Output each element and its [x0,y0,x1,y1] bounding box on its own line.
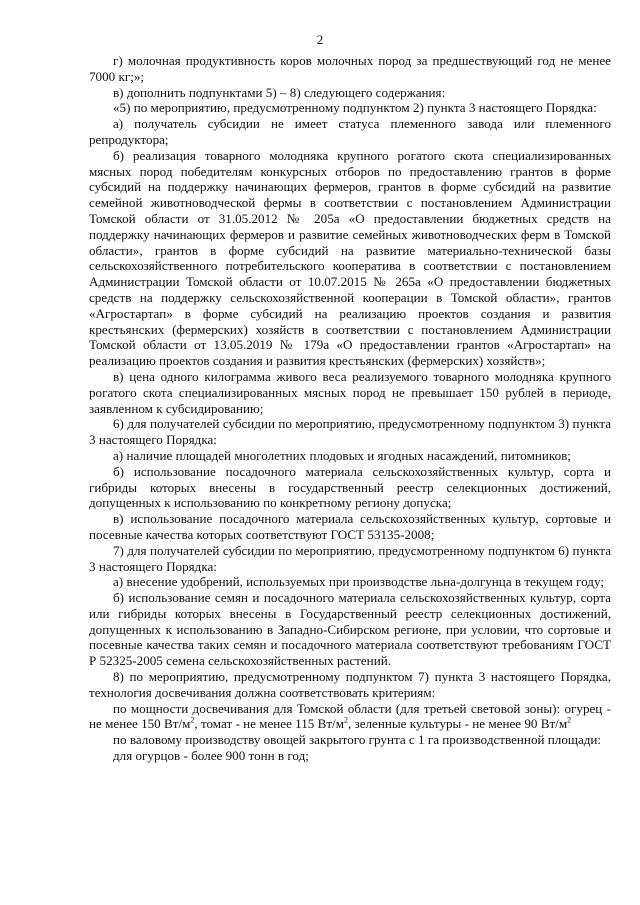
paragraph-item-8: 8) по мероприятию, предусмотренному подпунктом 7) пункта 3 настоящего Порядка, технология досвечивания должна соответствовать критериям: [89,669,611,700]
power-unit-sup-2: 2 [343,716,348,726]
paragraph-item-7b: б) использование семян и посадочного материала сельскохозяйственных культур, сорта или гибриды которых внесены в Государственный реестр селекционных достижений, допущенных к использованию в Западно-Сибирском регионе, при условии, что сортовые и посевные качества таких семян и посадочного материала соответствуют требованиям ГОСТ Р 52325-2005 семена сельскохозяйственных растений. [89,590,611,669]
paragraph-lighting-power [89,701,611,733]
document-body [89,53,611,764]
paragraph-item-6v: в) использование посадочного материала сельскохозяйственных культур, сортовые и посевные качества которых соответствуют ГОСТ 53135-2008; [89,511,611,542]
paragraph-item-7: 7) для получателей субсидии по мероприятию, предусмотренному подпунктом 6) пункта 3 настоящего Порядка: [89,542,611,574]
paragraph-item-5a: а) получатель субсидии не имеет статуса племенного завода или племенного репродуктора; [89,116,611,147]
power-unit-sup-3: 2 [567,716,572,726]
power-text-cucumber: по мощности досвечивания для Томской области (для третьей световой зоны): огурец - не менее 150 Вт/м [89,700,611,732]
power-text-greens: , зеленные культуры - не менее 90 Вт/м [347,716,568,732]
paragraph-item-5v: в) цена одного килограмма живого веса реализуемого товарного молодняка крупного рогатого скота специализированных мясных пород не превышает 150 рублей в периоде, заявленном к субсидированию; [89,368,611,416]
paragraph-add-subpoints: в) дополнить подпунктами 5) – 8) следующего содержания: [113,84,446,100]
power-text-tomato: , томат - не менее 115 Вт/м [194,716,344,732]
paragraph-item-6b: б) использование посадочного материала сельскохозяйственных культур, сорта и гибриды которых внесены в государственный реестр селекционных достижений, допущенных к использованию по конкретному региону допуска; [89,463,611,511]
paragraph-item-6: 6) для получателей субсидии по мероприятию, предусмотренному подпунктом 3) пункта 3 настоящего Порядка: [89,416,611,448]
paragraph-cucumbers: для огурцов - более 900 тонн в год; [113,748,309,764]
paragraph-gross-production: по валовому производству овощей закрытого грунта с 1 га производственной площади: [113,732,602,748]
page-number: 2 [316,32,324,47]
paragraph-item-5b: б) реализация товарного молодняка крупного рогатого скота специализированных мясных пород победителям конкурсных отборов по предоставлению грантов в форме субсидий на поддержку начинающих фермеров, грантов в форме субсидий на развитие семейной животноводческой фермы в соответствии с постановлением Администрации Томской области от 31.05.2012 № 205а «О предоставлении бюджетных средств на поддержку начинающих фермеров и развитие семейных животноводческих ферм в Томской области», грантов в форме субсидий на развитие материально-технической базы сельскохозяйственного потребительского кооператива в соответствии с постановлением Администрации Томской области от 10.07.2015 № 265а «О предоставлении бюджетных средств на поддержку сельскохозяйственной кооперации в Томской области», грантов «Агростартап» в форме субсидий на реализацию проектов создания и развития крестьянских (фермерских) хозяйств в соответствии с постановлением Администрации Томской области от 13.05.2019 № 179а «О предоставлении грантов «Агростартап» на реализацию проектов создания и развития крестьянских (фермерских) хозяйств»; [89,147,611,369]
paragraph-item-6a: а) наличие площадей многолетних плодовых и ягодных насаждений, питомников; [113,447,571,463]
power-unit-sup-1: 2 [190,716,195,726]
paragraph-milk-yield: г) молочная продуктивность коров молочных пород за предшествующий год не менее 7000 кг;»; [89,53,611,84]
paragraph-item-5: «5) по мероприятию, предусмотренному подпунктом 2) пункта 3 настоящего Порядка: [113,100,597,116]
paragraph-item-7a: а) внесение удобрений, используемых при производстве льна-долгунца в текущем году; [113,574,604,590]
